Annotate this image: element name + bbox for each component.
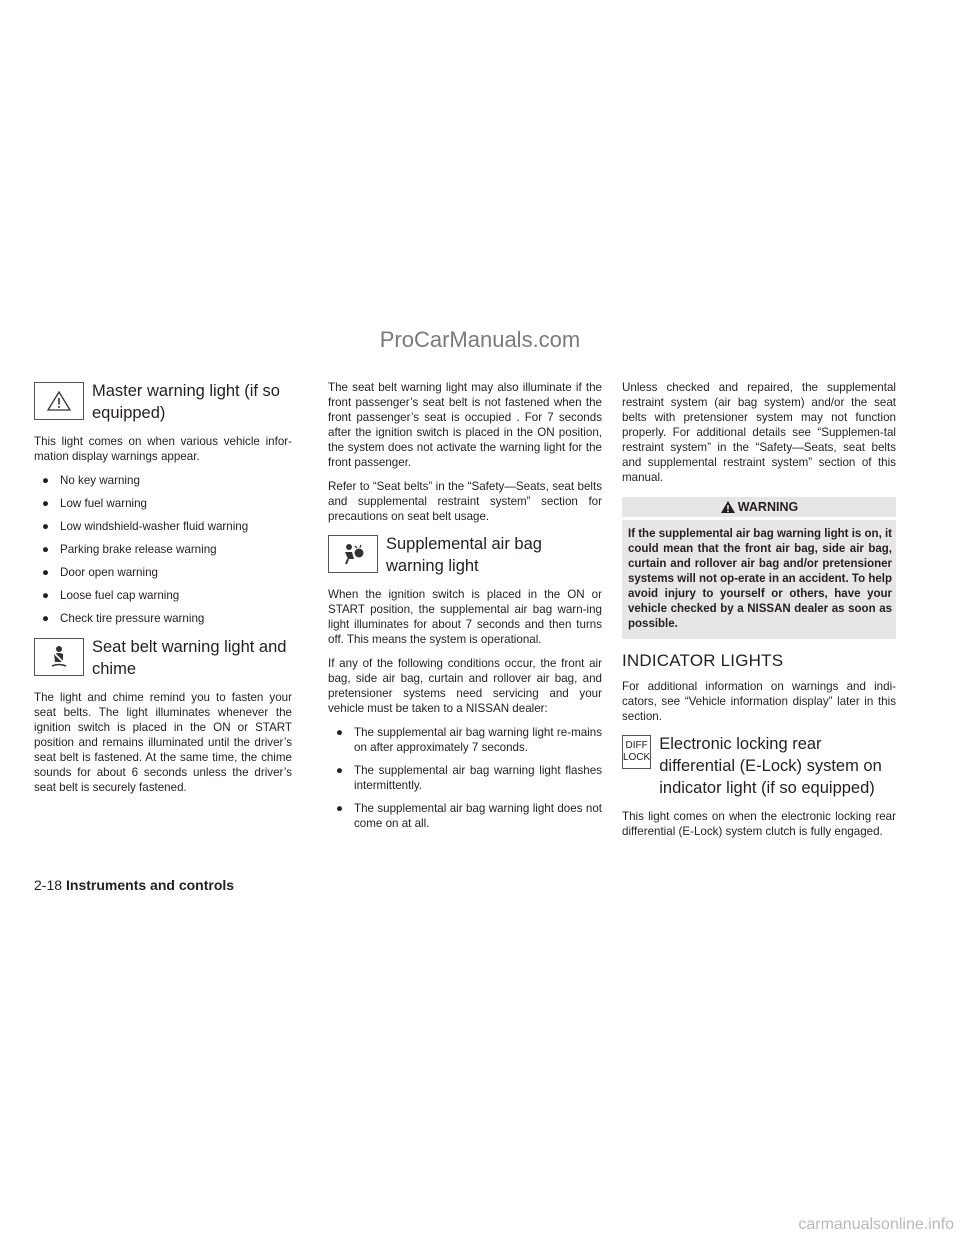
restraint-text: Unless checked and repaired, the supplemental restraint system (air bag system) and/or the seat belts with pretensioner system may not function properly. For additional details see “Supplemen-tal restraint system” in the “Safety—Seats, seat belts and supplemental restraint system” section of this manual.: [622, 381, 896, 484]
elock-title: Electronic locking rear differential (E-Lock) system on indicator light (if so equipped): [659, 735, 882, 797]
elock-heading: [622, 733, 896, 799]
airbag-icon: [328, 535, 378, 573]
column-1: [34, 380, 292, 804]
indicator-lights-heading: INDICATOR LIGHTS: [622, 651, 784, 670]
page-footer: [34, 877, 234, 893]
seat-belt-icon: [34, 638, 84, 676]
warning-header: [622, 497, 896, 517]
list-item: ● Low windshield-washer fluid warning: [42, 520, 249, 533]
seat-belt-title: Seat belt warning light and chime: [92, 638, 287, 678]
master-warning-list: [34, 473, 292, 626]
seat-belt-passenger-text: The seat belt warning light may also illuminate if the front passenger’s seat belt is not fastened when the front passenger’s seat is occupied . For 7 seconds after the ignition switch is placed in the ON position, the system does not activate the warning light for the front passenger.: [328, 381, 602, 469]
airbag-text-1: When the ignition switch is placed in the ON or START position, the supplemental air bag warn-ing light illuminates for about 7 seconds and then turns off. This means the system is operational.: [328, 588, 602, 646]
column-2: [328, 380, 602, 841]
list-item: ● Door open warning: [42, 566, 158, 579]
seat-belt-body: The light and chime remind you to fasten your seat belts. The light illuminates whenever the ignition switch is placed in the ON or START position and remains illuminated until the driver’s seat belt is fastened. At the same time, the chime sounds for about 6 seconds unless the driver’s seat belt is securely fastened.: [34, 691, 292, 794]
page-number: 2-18: [34, 877, 63, 893]
watermark-procarmanuals: ProCarManuals.com: [379, 327, 581, 352]
seat-belt-refer-text: Refer to “Seat belts” in the “Safety—Seats, seat belts and supplemental restraint system” section for precautions on seat belt usage.: [328, 480, 602, 523]
list-item: ● Parking brake release warning: [42, 543, 217, 556]
airbag-heading: [328, 533, 602, 577]
warning-box: [622, 497, 896, 639]
footer-section-title: Instruments and controls: [66, 877, 235, 893]
indicator-intro: For additional information on warnings and indi-cators, see “Vehicle information display” later in this section.: [622, 680, 896, 723]
warning-triangle-icon: [34, 382, 84, 420]
warning-triangle-icon: [720, 500, 736, 514]
diff-lock-icon: DIFF LOCK: [622, 735, 651, 769]
list-item: ● Loose fuel cap warning: [42, 589, 180, 602]
airbag-condition-list: [328, 725, 602, 831]
list-item: ● The supplemental air bag warning light re-mains on after approximately 7 seconds.: [336, 726, 602, 754]
elock-body: This light comes on when the electronic locking rear differential (E-Lock) system clutch is fully engaged.: [622, 810, 896, 838]
master-warning-heading: [34, 380, 292, 424]
warning-text: If the supplemental air bag warning light is on, it could mean that the front air bag, side air bag, curtain and rollover air bag and/or pretensioner systems will not op-erate in an accident. To help avoid injury to yourself or others, have your vehicle checked by a NISSAN dealer as soon as possible.: [622, 520, 896, 639]
list-item: ● No key warning: [42, 474, 140, 487]
list-item: ● The supplemental air bag warning light flashes intermittently.: [336, 764, 602, 792]
warning-label: WARNING: [737, 500, 799, 514]
airbag-text-2: If any of the following conditions occur, the front air bag, side air bag, curtain and rollover air bag, and pretensioner systems need servicing and your vehicle must be taken to a NISSAN dealer:: [328, 657, 602, 715]
list-item: ● Low fuel warning: [42, 497, 148, 510]
master-warning-title: Master warning light (if so equipped): [92, 382, 280, 422]
column-3: [622, 380, 896, 848]
watermark-carmanualsonline: carmanualsonline.info: [798, 1216, 954, 1233]
list-item: ● Check tire pressure warning: [42, 612, 205, 625]
list-item: ● The supplemental air bag warning light does not come on at all.: [336, 802, 602, 830]
master-warning-intro: This light comes on when various vehicle infor-mation display warnings appear.: [34, 435, 292, 463]
airbag-title: Supplemental air bag warning light: [386, 535, 542, 575]
seat-belt-heading: [34, 636, 292, 680]
